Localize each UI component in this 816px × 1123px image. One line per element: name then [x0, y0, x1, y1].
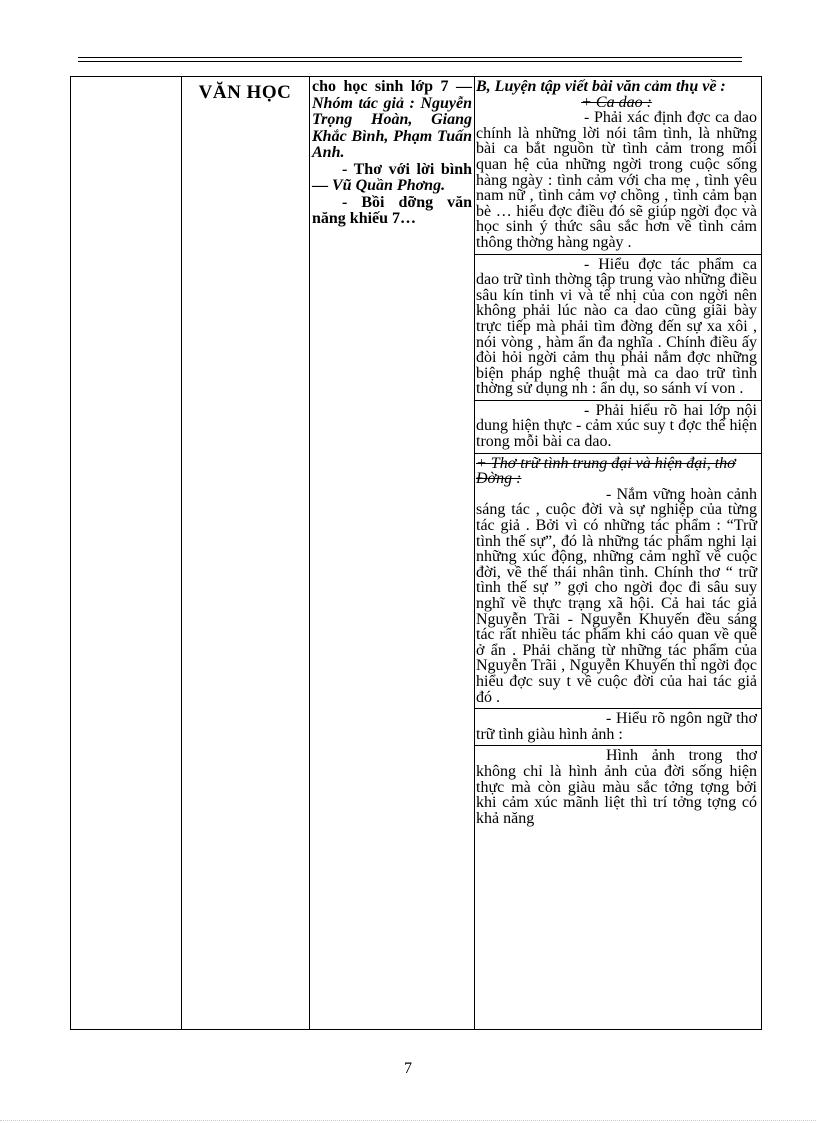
subject-cell [181, 77, 309, 102]
column-divider [181, 77, 182, 1029]
header-rule-top [78, 57, 742, 58]
paragraph: Hình ảnh trong thơ không chỉ là hình ảnh của đời sống hiện thực mà còn giàu màu sắc tởng tợng bởi khi cảm xúc mãnh liệt thì trí tởng tợng có khả năng [476, 747, 757, 827]
book-2-author: Vũ Quần Phơng. [332, 177, 446, 194]
book-3-text: - Bồi dỡng văn năng khiếu 7… [312, 193, 472, 227]
subheading-tho-tru-tinh: + Thơ trữ tình trung đại và hiện đại, thơ Đờng : [476, 454, 736, 488]
paragraph: - Hiểu đợc tác phẩm ca dao trữ tình thờng tập trung vào những điều sâu kín tinh vi và tế nhị của con ngời nên không phải lúc nào ca dao cũng giãi bày trực tiếp mà phải tìm đờng đến sự xa xôi , nói vòng , hàm ẩn đa nghĩa . Chính điều ấy đòi hỏi ngời cảm thụ phải nắm đợc những biện pháp nghệ thuật mà ca dao trữ tình thờng sử dụng nh : ẩn dụ, so sánh ví von . [476, 255, 757, 398]
paragraph: - Nắm vững hoàn cảnh sáng tác , cuộc đời và sự nghiệp của từng tác giả . Bởi vì có những tác phẩm : “Trữ tình thế sự”, đó là những tác phẩm nghi lại những xúc động, những cảm nghĩ về cuộc đời, về thế thái nhân tình. Chính thơ “ trữ tình thế sự ” gợi cho ngời đọc đi sâu suy nghĩ về thực trạng xã hội. Cả hai tác giả Nguyễn Trãi - Nguyễn Khuyến đều sáng tác rất nhiều tác phẩm khi cáo quan về quê ở ẩn . Phải chăng từ những tác phẩm của Nguyễn Trãi , Nguyễn Khuyến thì ngời đọc hiểu đợc suy t về cuộc đời của hai tác giả đó . [476, 485, 757, 706]
content-segment [474, 454, 761, 710]
reference-books-cell [309, 77, 474, 228]
book-1-authors: Nhóm tác giả : Nguyễn Trọng Hoàn, Giang Khắc Bình, Phạm Tuấn Anh. [312, 94, 472, 161]
content-segment [474, 255, 761, 401]
content-segment [474, 746, 761, 829]
reference-books [312, 79, 472, 228]
book-2-text: - Thơ với lời bình — [312, 160, 472, 194]
header-rule-bottom [78, 61, 742, 62]
content-cell [474, 77, 761, 829]
content-table [70, 76, 762, 1030]
page-bottom-edge [0, 1120, 816, 1121]
paragraph: - Phải xác định đợc ca dao chính là những lời nói tâm tình, là những bài ca bắt nguồn từ tình cảm trong mối quan hệ của những ngời trong cuộc sống hàng ngày : tình cảm với cha mẹ , tình yêu nam nữ , tình cảm vợ chồng , tình cảm bạn bè … hiểu đợc điều đó sẽ giúp ngời đọc và học sinh ý thức sâu sắc hơn về tình cảm thông thờng hàng ngày . [476, 109, 757, 251]
subheading-ca-dao: + Ca dao : [581, 93, 652, 111]
content-segment [474, 77, 761, 255]
section-heading: B, Luyện tập viết bài văn cảm thụ về : [476, 78, 726, 95]
content-segment [474, 401, 761, 454]
content-segment [474, 709, 761, 746]
page-number: 7 [404, 1060, 412, 1077]
paragraph: - Hiểu rõ ngôn ngữ thơ trữ tình giàu hình ảnh : [476, 710, 757, 743]
book-1-text: cho học sinh lớp 7 — [312, 78, 472, 95]
paragraph: - Phải hiểu rõ hai lớp nội dung hiện thực - cảm xúc suy t đợc thể hiện trong mỗi bài ca dao. [476, 401, 757, 451]
subject-label: VĂN HỌC [198, 82, 292, 103]
